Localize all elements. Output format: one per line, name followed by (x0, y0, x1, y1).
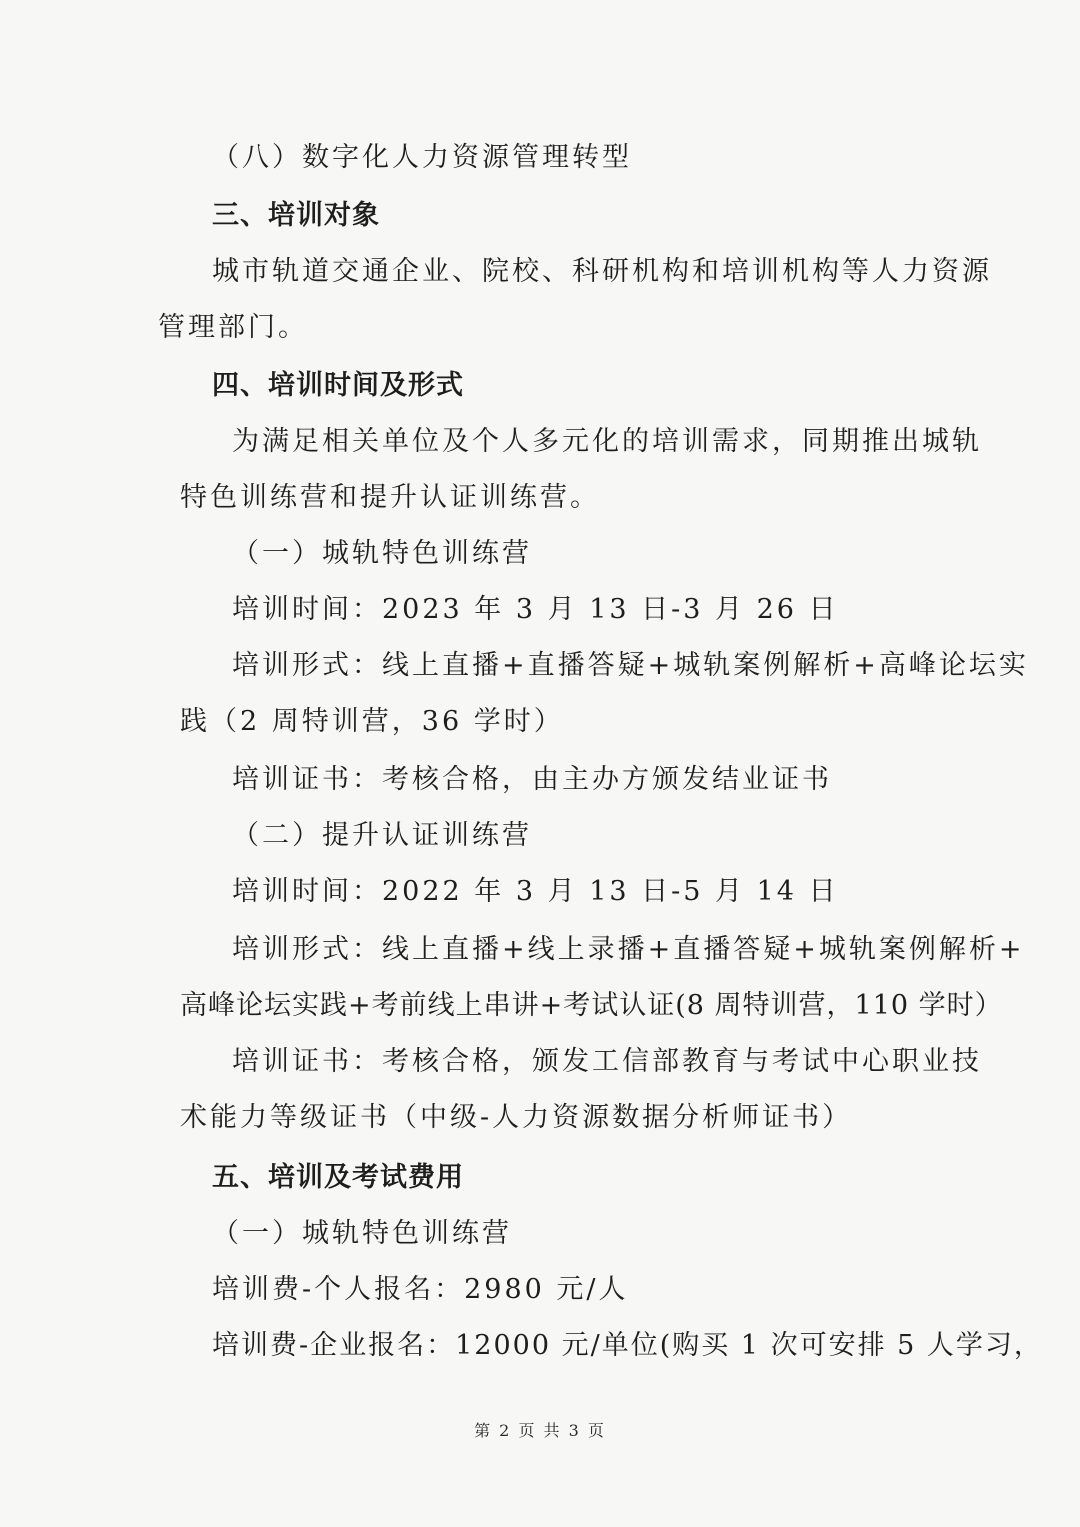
section-heading-time-format: 四、培训时间及形式 (212, 370, 464, 401)
fee-enterprise-line: 培训费-企业报名：12000 元/单位(购买 1 次可安排 5 人学习， (212, 1330, 1043, 1361)
paragraph-line: 高峰论坛实践+考前线上串讲+考试认证(8 周特训营，110 学时） (180, 990, 1003, 1021)
training-time-line: 培训时间：2022 年 3 月 13 日-5 月 14 日 (232, 876, 839, 907)
page-number-footer: 第 2 页 共 3 页 (474, 1421, 606, 1440)
paragraph-line: 城市轨道交通企业、院校、科研机构和培训机构等人力资源 (212, 256, 992, 287)
paragraph-line: 为满足相关单位及个人多元化的培训需求，同期推出城轨 (232, 426, 982, 457)
section-heading-fees: 五、培训及考试费用 (212, 1162, 464, 1193)
training-certificate-line: 培训证书：考核合格，颁发工信部教育与考试中心职业技 (232, 1046, 982, 1077)
subsection-heading-camp-two: （二）提升认证训练营 (232, 820, 532, 851)
subsection-heading-camp-one: （一）城轨特色训练营 (232, 538, 532, 569)
subsection-heading-camp-one-fees: （一）城轨特色训练营 (212, 1218, 512, 1249)
training-format-line: 培训形式：线上直播+直播答疑+城轨案例解析+高峰论坛实 (232, 650, 1029, 681)
training-time-line: 培训时间：2023 年 3 月 13 日-3 月 26 日 (232, 594, 839, 625)
paragraph-line: 管理部门。 (158, 312, 308, 343)
fee-individual-line: 培训费-个人报名：2980 元/人 (212, 1274, 629, 1305)
training-format-line: 培训形式：线上直播+线上录播+直播答疑+城轨案例解析+ (232, 934, 1025, 965)
paragraph-line: 践（2 周特训营，36 学时） (180, 706, 564, 737)
paragraph-line: 特色训练营和提升认证训练营。 (180, 482, 600, 513)
section-heading-training-target: 三、培训对象 (212, 200, 380, 231)
subitem-digital-hr: （八）数字化人力资源管理转型 (212, 142, 632, 173)
paragraph-line: 术能力等级证书（中级-人力资源数据分析师证书） (180, 1102, 853, 1133)
training-certificate-line: 培训证书：考核合格，由主办方颁发结业证书 (232, 764, 832, 795)
